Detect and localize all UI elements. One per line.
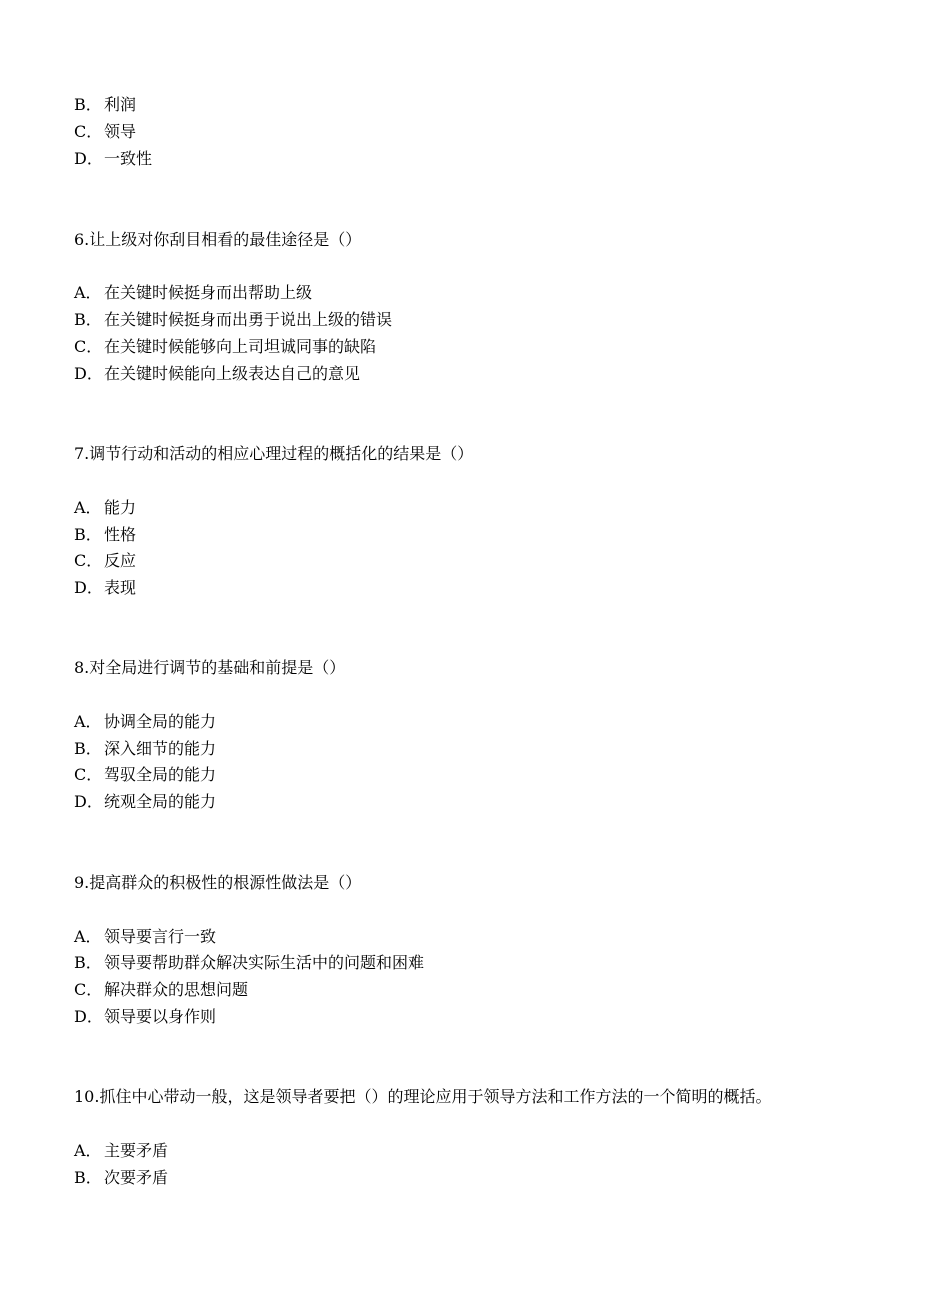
- option-text: 一致性: [104, 149, 153, 168]
- option-text: 利润: [104, 95, 137, 114]
- option-letter: A．: [74, 927, 102, 946]
- option-text: 在关键时候挺身而出勇于说出上级的错误: [104, 310, 393, 329]
- option-text: 领导要言行一致: [104, 927, 217, 946]
- option-letter: D．: [74, 149, 103, 168]
- option-line: [74, 711, 216, 733]
- option-line: [74, 497, 136, 519]
- option-letter: A．: [74, 498, 102, 517]
- option-text: 能力: [104, 498, 137, 517]
- option-line: [74, 791, 216, 813]
- option-text: 在关键时候能向上级表达自己的意见: [104, 364, 361, 383]
- option-letter: C．: [74, 337, 103, 356]
- option-text: 次要矛盾: [104, 1168, 169, 1187]
- option-letter: A．: [74, 283, 102, 302]
- option-text: 领导: [104, 122, 137, 141]
- option-text: 深入细节的能力: [104, 739, 217, 758]
- option-text: 解决群众的思想问题: [104, 980, 249, 999]
- option-line: [74, 1140, 168, 1162]
- question-stem: 6.让上级对你刮目相看的最佳途径是（）: [74, 230, 362, 249]
- option-line: [74, 94, 136, 116]
- option-line: [74, 363, 360, 385]
- option-line: [74, 738, 216, 760]
- option-line: [74, 524, 136, 546]
- option-text: 在关键时候能够向上司坦诚同事的缺陷: [104, 337, 377, 356]
- option-text: 性格: [104, 525, 137, 544]
- option-letter: A．: [74, 712, 102, 731]
- question-stem: 10.抓住中心带动一般，这是领导者要把（）的理论应用于领导方法和工作方法的一个简明的概括。: [74, 1087, 772, 1106]
- option-letter: C．: [74, 765, 103, 784]
- option-line: [74, 926, 216, 948]
- option-letter: D．: [74, 578, 103, 597]
- option-letter: B．: [74, 525, 102, 544]
- option-letter: C．: [74, 551, 103, 570]
- option-letter: C．: [74, 122, 103, 141]
- option-text: 领导要以身作则: [104, 1007, 217, 1026]
- option-letter: B．: [74, 1168, 102, 1187]
- option-letter: D．: [74, 1007, 103, 1026]
- option-text: 驾驭全局的能力: [104, 765, 217, 784]
- option-line: [74, 550, 136, 572]
- option-text: 统观全局的能力: [104, 792, 217, 811]
- option-letter: C．: [74, 980, 103, 999]
- option-text: 主要矛盾: [104, 1141, 169, 1160]
- option-letter: B．: [74, 95, 102, 114]
- option-letter: B．: [74, 739, 102, 758]
- option-letter: D．: [74, 792, 103, 811]
- option-letter: B．: [74, 310, 102, 329]
- option-letter: B．: [74, 953, 102, 972]
- option-text: 在关键时候挺身而出帮助上级: [104, 283, 313, 302]
- option-line: [74, 336, 376, 358]
- option-text: 协调全局的能力: [104, 712, 217, 731]
- option-letter: D．: [74, 364, 103, 383]
- option-line: [74, 282, 312, 304]
- option-line: [74, 148, 152, 170]
- option-text: 领导要帮助群众解决实际生活中的问题和困难: [104, 953, 425, 972]
- option-line: [74, 309, 392, 331]
- option-text: 反应: [104, 551, 137, 570]
- option-line: [74, 121, 136, 143]
- question-stem: 9.提高群众的积极性的根源性做法是（）: [74, 873, 362, 892]
- question-stem: 7.调节行动和活动的相应心理过程的概括化的结果是（）: [74, 444, 474, 463]
- option-line: [74, 952, 424, 974]
- option-text: 表现: [104, 578, 137, 597]
- option-line: [74, 1167, 168, 1189]
- option-line: [74, 577, 136, 599]
- option-line: [74, 979, 248, 1001]
- option-letter: A．: [74, 1141, 102, 1160]
- option-line: [74, 1006, 216, 1028]
- option-line: [74, 764, 216, 786]
- question-stem: 8.对全局进行调节的基础和前提是（）: [74, 658, 346, 677]
